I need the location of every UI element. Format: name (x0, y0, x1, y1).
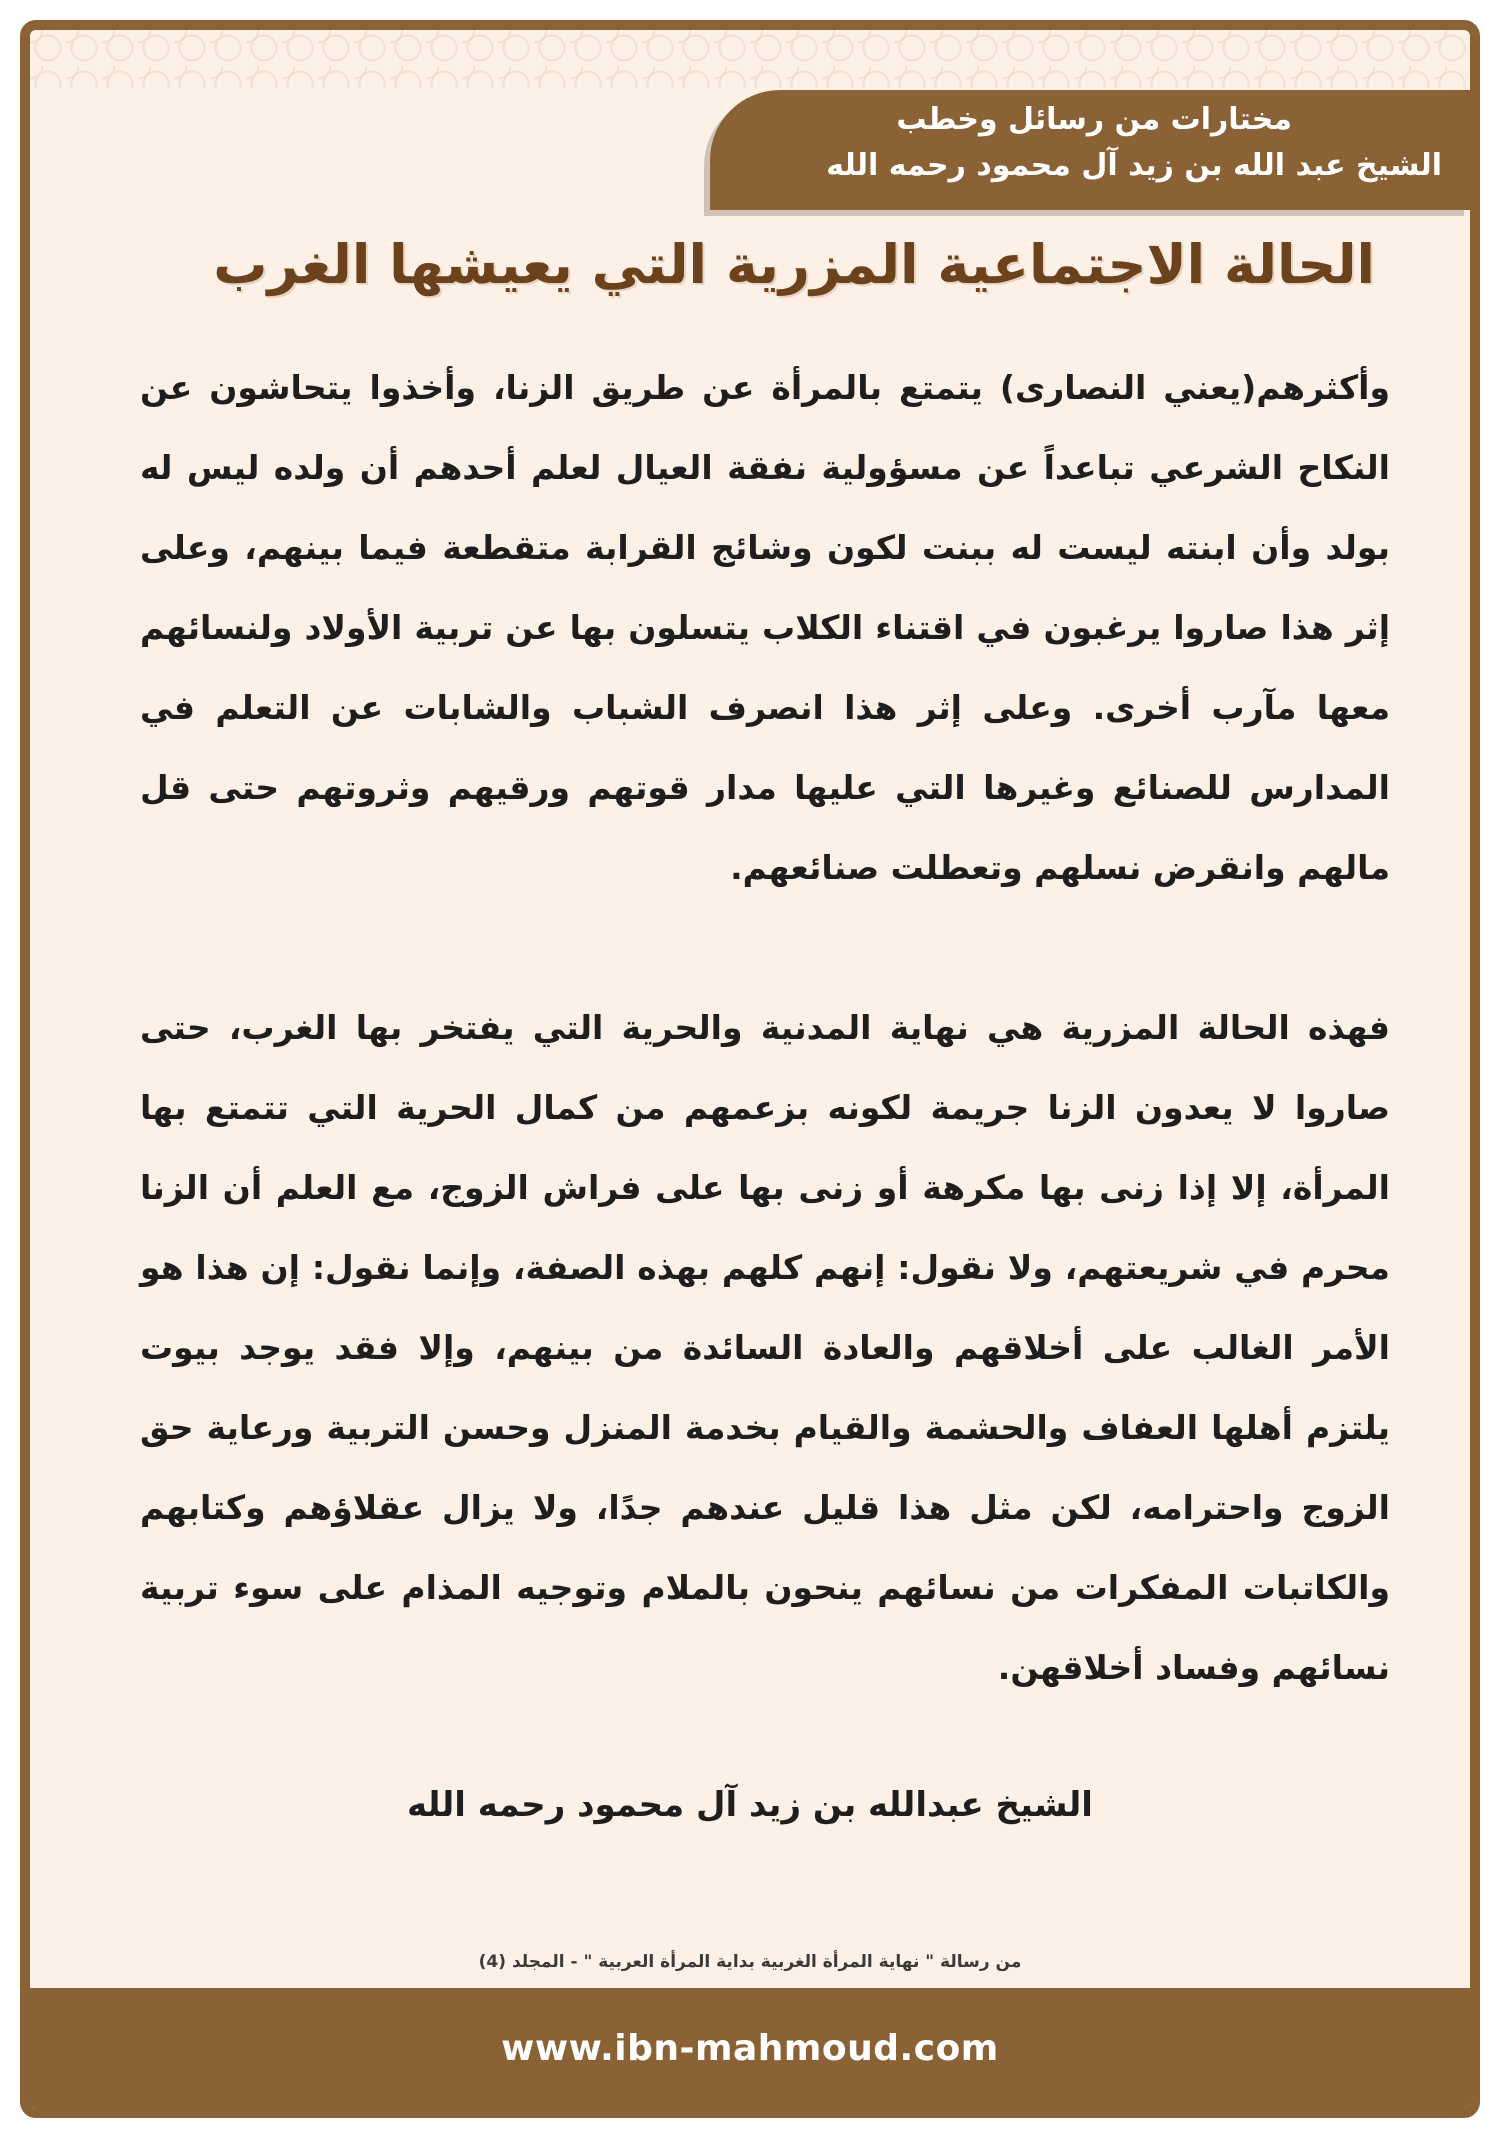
source-citation: من رسالة " نهاية المرأة الغربية بداية المرأة العربية " - المجلد (4) (478, 1952, 1022, 1972)
paragraph-1: وأكثرهم(يعني النصارى) يتمتع بالمرأة عن طريق الزنا، وأخذوا يتحاشون عن النكاح الشرعي تباعداً عن مسؤولية نفقة العيال لعلم أحدهم أن ولده ليس له بولد وأن ابنته ليست له ببنت لكون وشائج القرابة متقطعة فيما بينهم، وعلى إثر هذا صاروا يرغبون في اقتناء الكلاب يتسلون بها عن تربية الأولاد ولنسائهم معها مآرب أخرى. وعلى إثر هذا انصرف الشباب والشابات عن التعلم في المدارس للصنائع وغيرها التي عليها مدار قوتهم ورقيهم وثروتهم حتى قل مالهم وانقرض نسلهم وتعطلت صنائعهم. (140, 368, 1390, 887)
page-frame (20, 20, 1480, 2118)
footer-bar (30, 1988, 1470, 2108)
paragraph-2: فهذه الحالة المزرية هي نهاية المدنية والحرية التي يفتخر بها الغرب، حتى صاروا لا يعدون الزنا جريمة لكونه بزعمهم من كمال الحرية التي تتمتع بها المرأة، إلا إذا زنى بها مكرهة أو زنى بها على فراش الزوج، مع العلم أن الزنا محرم في شريعتهم، ولا نقول: إنهم كلهم بهذه الصفة، وإنما نقول: إن هذا هو الأمر الغالب على أخلاقهم والعادة السائدة من بينهم، وإلا فقد يوجد بيوت يلتزم أهلها العفاف والحشمة والقيام بخدمة المنزل وحسن التربية ورعاية حق الزوج واحترامه، لكن مثل هذا قليل عندهم جدًا، ولا يزال عقلاؤهم وكتابهم والكاتبات المفكرات من نسائهم ينحون بالملام وتوجيه المذام على سوء تربية نسائهم وفساد أخلاقهن. (140, 1008, 1390, 1687)
page-title: الحالة الاجتماعية المزرية التي يعيشها الغرب (213, 233, 1375, 296)
website-link[interactable]: www.ibn-mahmoud.com (501, 2027, 999, 2069)
header-series-title: مختارات من رسائل وخطب (896, 102, 1292, 137)
article-body (140, 348, 1390, 1708)
header-author: الشيخ عبد الله بن زيد آل محمود رحمه الله (826, 148, 1442, 183)
decorative-pattern (30, 30, 1470, 88)
author-signature: الشيخ عبدالله بن زيد آل محمود رحمه الله (407, 1785, 1093, 1825)
header-banner (710, 90, 1470, 210)
